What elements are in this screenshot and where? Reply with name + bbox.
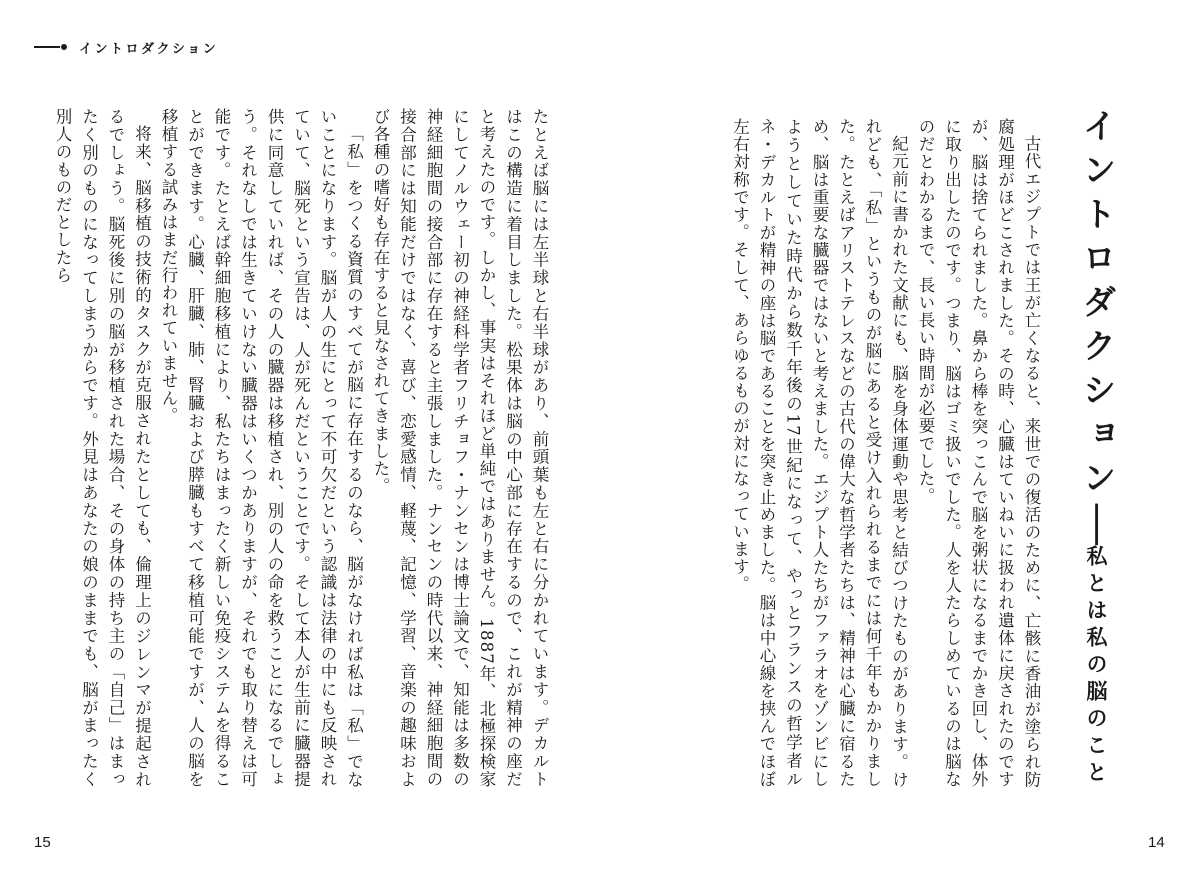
body-paragraph: 古代エジプトでは王が亡くなると、来世での復活のために、亡骸に香油が塗られ防腐処理がほどこされました。その時、心臓はていねいに扱われ遺体に戻されたのですが、脳は捨てられました。鼻から棒を突っこんで脳を粥状になるまでかき回し、体外に取り出したのです。つまり、脳はゴミ扱いでした。人を人たらしめているのは脳なのだとわかるまで、長い長い時間が必要でした。 [916,118,1041,788]
body-paragraph: 「私」をつくる資質のすべてが脳に存在するのなら、脳がなければ私は「私」でないことになります。脳が人の生にとって不可欠だという認識は法律の中にも反映されていて、脳死という宣告は、人が死んだということです。そして本人が生前に臓器提供に同意していれば、その人の臓器は移植され、別の人の命を救うことになるでしょう。それなしでは生きていけない臓器はいくつかありますが、それでも取り替えは可能です。たとえば幹細胞移植により、私たちはまったく新しい免疫システムを得ることができます。心臓、肝臓、肺、腎臓および膵臓もすべて移植可能ですが、人の脳を移植する試みはまだ行われていません。 [159,108,364,788]
body-paragraph: 紀元前に書かれた文献にも、脳を身体運動や思考と結びつけたものがあります。けれども、「私」というものが脳にあると受け入れられるまでには何千年もかかりました。たとえばアリストテレスなどの古代の偉大な哲学者たちは、精神は心臓に宿るため、脳は重要な臓器ではないと考えました。エジプト人たちがファラオをゾンビにしようとしていた時代から数千年後の17世紀になって、やっとフランスの哲学者ルネ・デカルトが精神の座は脳であることを突き止めました。脳は中心線を挟んでほぼ左右対称です。そして、あらゆるものが対になっています。 [730,118,909,788]
body-paragraph: たとえば脳には左半球と右半球があり、前頭葉も左と右に分かれています。デカルトはこの構造に着目しました。松果体は脳の中心部に存在するので、これが精神の座だと考えたのです。しかし、事実はそれほど単純ではありません。1887年、北極探検家にしてノルウェー初の神経科学者フリチョフ・ナンセンは博士論文で、知能は多数の神経細胞間の接合部に存在すると主張しました。ナンセンの時代以来、神経細胞間の接合部には知能だけではなく、喜び、恋愛感情、軽蔑、記憶、学習、音楽の趣味および各種の嗜好も存在すると見なされてきました。 [371,108,549,788]
page-number-right: 14 [1148,834,1165,851]
page-number-left: 15 [34,834,51,851]
left-page-body [53,108,552,788]
header-rule [34,46,60,48]
chapter-title-dash: ── [1076,504,1116,545]
running-header [34,36,218,58]
header-bullet [61,44,67,50]
chapter-subtitle: 私とは私の脳のこと [1084,544,1108,788]
running-header-label: イントロダクション [79,41,219,57]
chapter-title [1076,108,1116,788]
chapter-title-main: イントロダクション [1076,108,1116,504]
right-page-body [668,118,1044,788]
body-paragraph: 将来、脳移植の技術的タスクが克服されたとしても、倫理上のジレンマが提起されるでしょう。脳死後に別の脳が移植された場合、その身体の持ち主の「自己」はまったく別のものになってしまうからです。外見はあなたの娘のままでも、脳がまったく別人のものだとしたら [53,108,152,788]
